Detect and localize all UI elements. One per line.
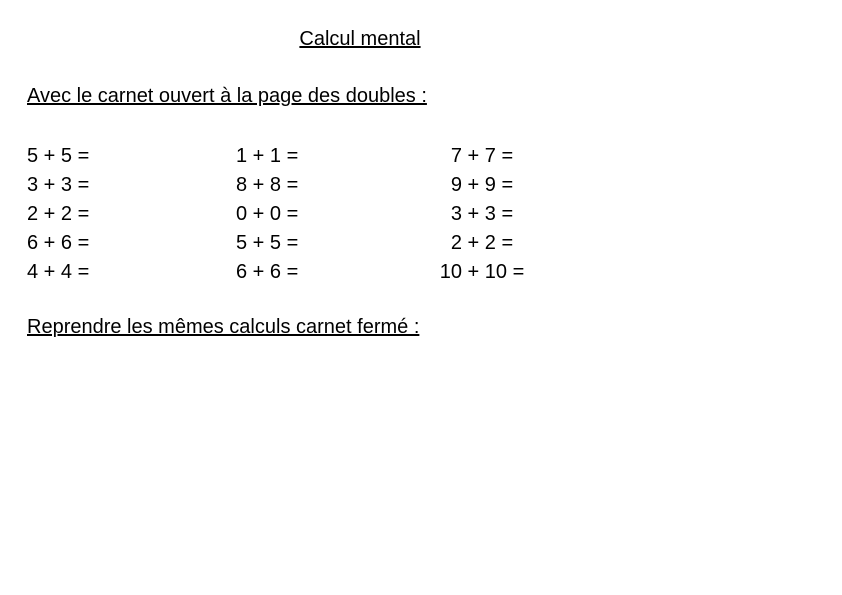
instruction-open-notebook: Avec le carnet ouvert à la page des doubles : [27, 85, 427, 107]
instruction-closed-notebook: Reprendre les mêmes calculs carnet fermé : [27, 316, 420, 338]
calculation-item: 3 + 3 = [450, 203, 514, 225]
calculation-item: 5 + 5 = [236, 232, 299, 254]
page-title: Calcul mental [299, 28, 421, 50]
calculation-column-3 [420, 142, 544, 287]
calculation-item: 2 + 2 = [27, 203, 90, 225]
calculation-column-1 [27, 142, 117, 287]
calculation-item: 0 + 0 = [236, 203, 299, 225]
calculation-item: 5 + 5 = [27, 145, 90, 167]
calculation-item: 6 + 6 = [236, 261, 299, 283]
calculation-item: 3 + 3 = [27, 174, 90, 196]
calculation-item: 7 + 7 = [450, 145, 514, 167]
calculation-item: 4 + 4 = [27, 261, 90, 283]
calculation-item: 6 + 6 = [27, 232, 90, 254]
calculation-item: 2 + 2 = [450, 232, 514, 254]
calculation-column-2 [236, 142, 326, 287]
calculation-item: 10 + 10 = [439, 261, 525, 283]
calculation-item: 1 + 1 = [236, 145, 299, 167]
calculation-item: 9 + 9 = [450, 174, 514, 196]
calculation-item: 8 + 8 = [236, 174, 299, 196]
